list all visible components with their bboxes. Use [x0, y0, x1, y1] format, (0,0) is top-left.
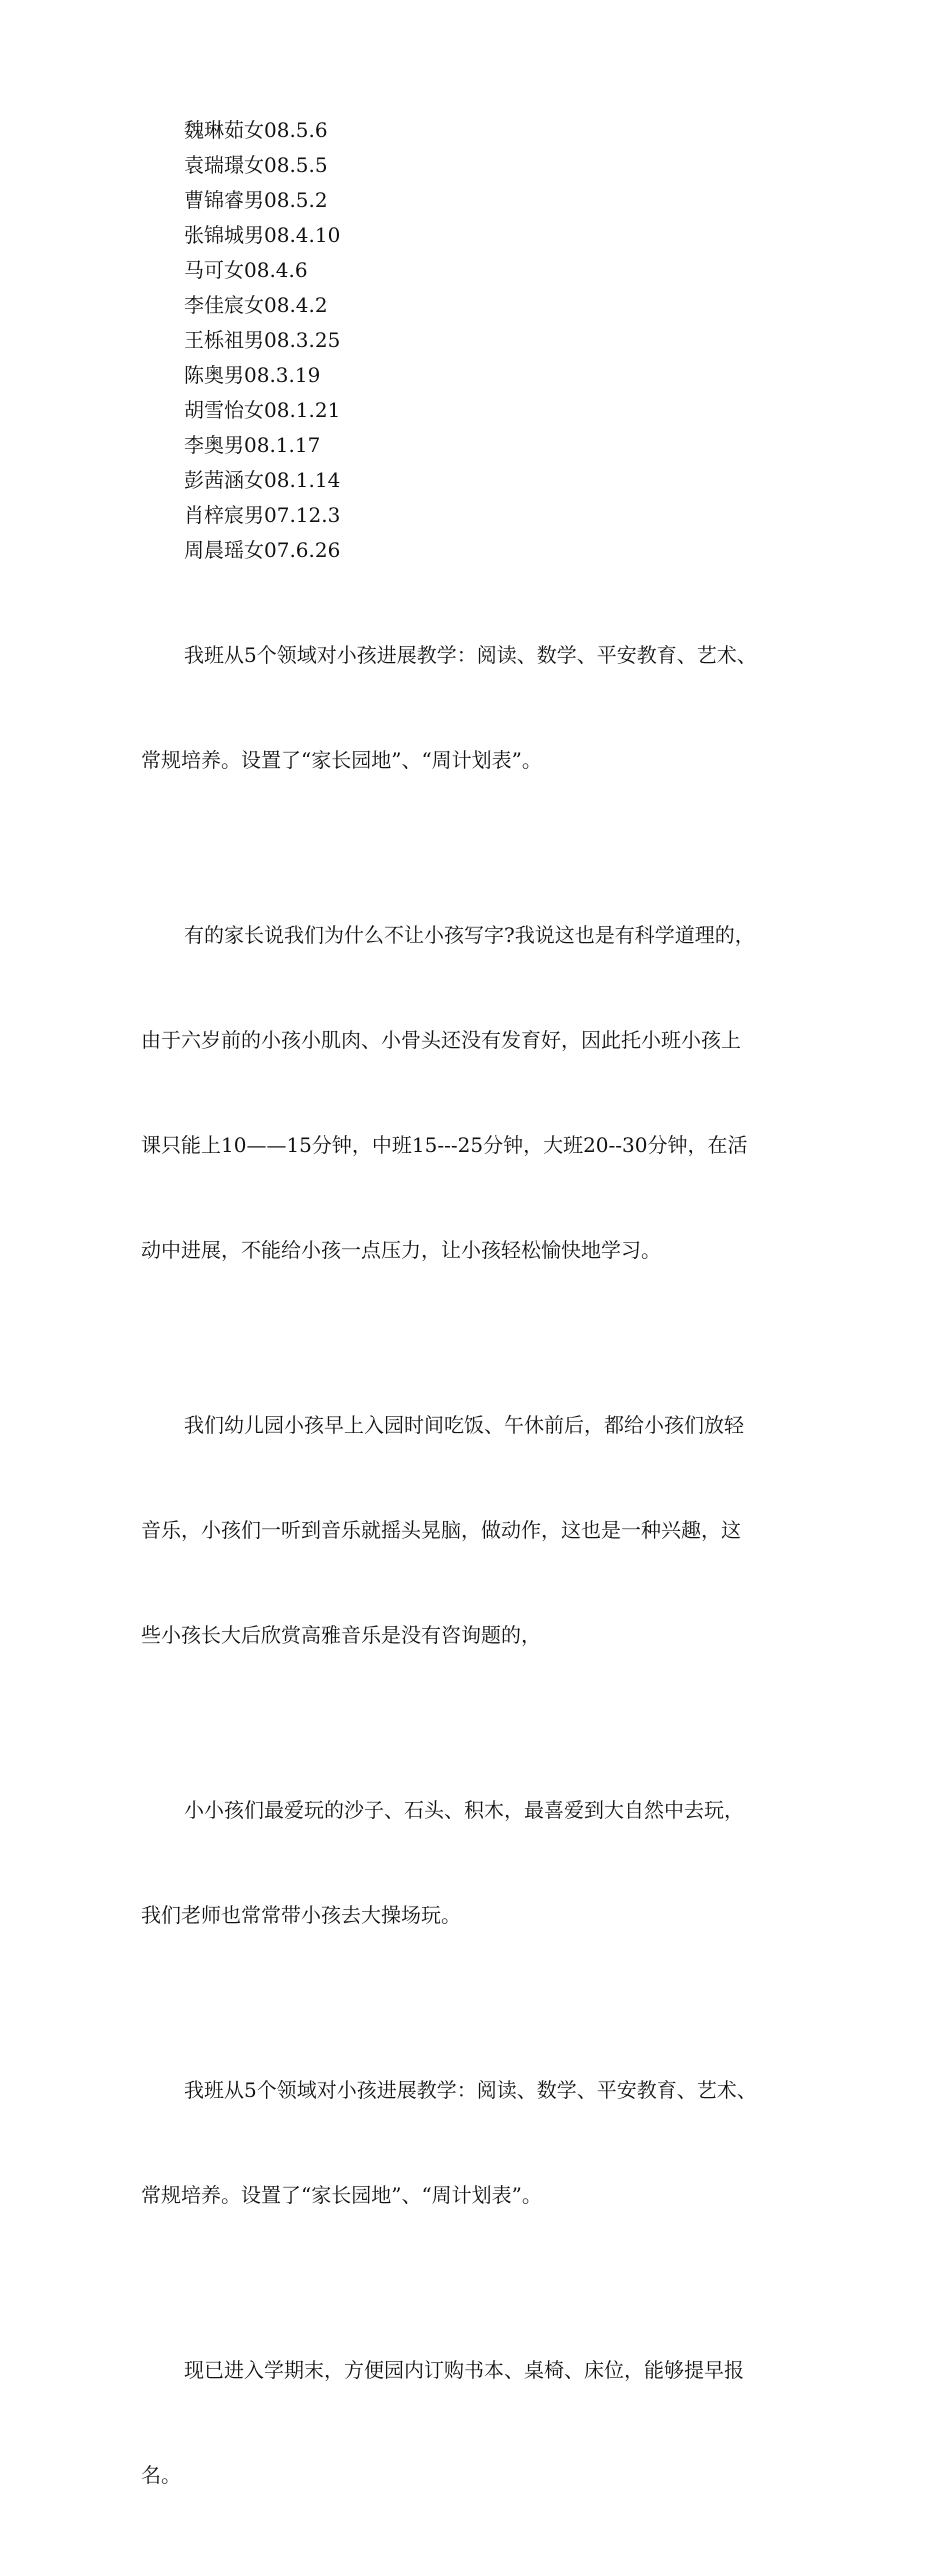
- roster-entry: 曹锦睿男08.5.2: [184, 188, 328, 212]
- text-line: 常规培养。设置了“家长园地”、“周计划表”。: [141, 748, 542, 772]
- roster-entry: 袁瑞璟女08.5.5: [184, 153, 328, 177]
- roster-entry: 李佳宸女08.4.2: [184, 293, 328, 317]
- text-line: 名。: [141, 2463, 181, 2487]
- roster-entry: 王栎祖男08.3.25: [184, 328, 341, 352]
- roster-entry: 胡雪怡女08.1.21: [184, 398, 341, 422]
- text-line: 音乐，小孩们一听到音乐就摇头晃脑，做动作，这也是一种兴趣，这: [141, 1518, 741, 1542]
- paragraph-curriculum-repeat: [141, 2003, 831, 2283]
- text-line: 些小孩长大后欣赏高雅音乐是没有咨询题的，: [141, 1623, 541, 1647]
- text-line: 常规培养。设置了“家长园地”、“周计划表”。: [141, 2183, 542, 2207]
- text-line: 由于六岁前的小孩小肌肉、小骨头还没有发育好，因此托小班小孩上: [141, 1028, 741, 1052]
- text-line: 我班从5个领域对小孩进展教学：阅读、数学、平安教育、艺术、: [184, 643, 757, 667]
- text-line: 课只能上10——15分钟，中班15---25分钟，大班20--30分钟，在活: [141, 1133, 748, 1157]
- student-roster: [184, 113, 340, 568]
- roster-entry: 李奥男08.1.17: [184, 433, 321, 457]
- text-line: 我们老师也常常带小孩去大操场玩。: [141, 1903, 461, 1927]
- paragraph-curriculum: [141, 568, 831, 848]
- body-text: [141, 568, 831, 2563]
- roster-entry: 张锦城男08.4.10: [184, 223, 341, 247]
- paragraph-play: [141, 1723, 831, 2003]
- roster-entry: 陈奥男08.3.19: [184, 363, 321, 387]
- text-line: 动中进展，不能给小孩一点压力，让小孩轻松愉快地学习。: [141, 1238, 661, 1262]
- text-line: 现已进入学期末，方便园内订购书本、桌椅、床位，能够提早报: [184, 2358, 744, 2382]
- text-line: 我们幼儿园小孩早上入园时间吃饭、午休前后，都给小孩们放轻: [184, 1413, 744, 1437]
- text-line: 小小孩们最爱玩的沙子、石头、积木，最喜爱到大自然中去玩，: [184, 1798, 744, 1822]
- paragraph-music: [141, 1338, 831, 1723]
- paragraph-writing: [141, 848, 831, 1338]
- text-line: 有的家长说我们为什么不让小孩写字?我说这也是有科学道理的，: [184, 923, 755, 947]
- roster-entry: 马可女08.4.6: [184, 258, 308, 282]
- roster-entry: 魏琳茹女08.5.6: [184, 118, 328, 142]
- paragraph-enrollment: [141, 2283, 831, 2563]
- text-line: 我班从5个领域对小孩进展教学：阅读、数学、平安教育、艺术、: [184, 2078, 757, 2102]
- roster-entry: 肖梓宸男07.12.3: [184, 503, 341, 527]
- roster-entry: 周晨瑶女07.6.26: [184, 538, 341, 562]
- roster-entry: 彭茜涵女08.1.14: [184, 468, 341, 492]
